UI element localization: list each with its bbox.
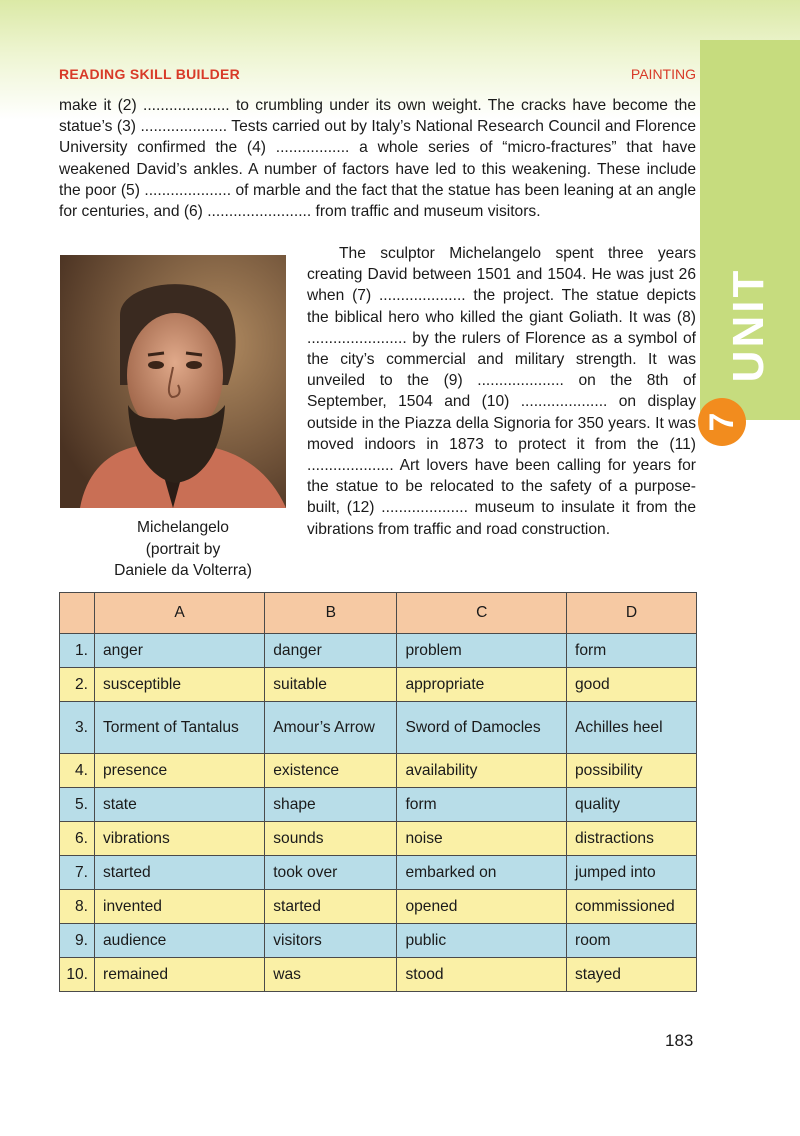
option-d: form (567, 634, 697, 668)
row-number: 2. (60, 668, 95, 702)
option-b: Amour’s Arrow (265, 702, 397, 754)
option-c: public (397, 924, 567, 958)
option-c: noise (397, 822, 567, 856)
option-b: sounds (265, 822, 397, 856)
option-a: started (95, 856, 265, 890)
table-corner (60, 593, 95, 634)
option-a: vibrations (95, 822, 265, 856)
answer-options-table (59, 592, 697, 992)
option-c: form (397, 788, 567, 822)
option-b: existence (265, 754, 397, 788)
row-number: 4. (60, 754, 95, 788)
option-a: presence (95, 754, 265, 788)
table-row (60, 634, 697, 668)
unit-label: UNIT (724, 267, 773, 383)
header-c: C (397, 593, 567, 634)
table-row (60, 702, 697, 754)
header-d: D (567, 593, 697, 634)
option-c: embarked on (397, 856, 567, 890)
caption-line-1: Michelangelo (137, 519, 229, 536)
portrait-image (60, 255, 286, 508)
option-d: stayed (567, 958, 697, 992)
paragraph-2-text: The sculptor Michelangelo spent three years creating David between 1501 and 1504. He was just 26 when (7) .................... the project. The statue depicts the biblical hero who killed the giant Goliath. It was (8) ....................... by the rulers of Florence as a symbol of the city’s commercial and military strength. It was unveiled to the (9) .................... on the 8th of September, 1504 and (10) .................... on display outside in the Piazza della Signoria for 350 years. It was moved indoors in 1873 to protect it from the (11) .................... Art lovers have been calling for years for the statue to be relocated to the safety of a purpose-built, (12) .................... museum to insulate it from the vibrations from traffic and road construction. (307, 245, 696, 538)
option-d: jumped into (567, 856, 697, 890)
option-a: remained (95, 958, 265, 992)
caption-line-3: Daniele da Volterra) (114, 562, 252, 579)
option-d: good (567, 668, 697, 702)
option-b: shape (265, 788, 397, 822)
option-b: visitors (265, 924, 397, 958)
row-number: 5. (60, 788, 95, 822)
portrait-drawing (60, 255, 286, 508)
option-a: anger (95, 634, 265, 668)
option-c: problem (397, 634, 567, 668)
option-c: Sword of Damocles (397, 702, 567, 754)
option-c: stood (397, 958, 567, 992)
option-c: appropriate (397, 668, 567, 702)
row-number: 3. (60, 702, 95, 754)
option-d: Achilles heel (567, 702, 697, 754)
option-b: danger (265, 634, 397, 668)
table-row (60, 668, 697, 702)
option-b: suitable (265, 668, 397, 702)
option-c: opened (397, 890, 567, 924)
option-c: availability (397, 754, 567, 788)
row-number: 6. (60, 822, 95, 856)
option-a: audience (95, 924, 265, 958)
option-b: took over (265, 856, 397, 890)
row-number: 9. (60, 924, 95, 958)
option-a: susceptible (95, 668, 265, 702)
page-number: 183 (665, 1031, 694, 1050)
paragraph-2 (307, 243, 696, 540)
option-d: room (567, 924, 697, 958)
section-title: READING SKILL BUILDER (59, 66, 241, 82)
option-b: was (265, 958, 397, 992)
row-number: 1. (60, 634, 95, 668)
row-number: 10. (60, 958, 95, 992)
option-d: distractions (567, 822, 697, 856)
option-b: started (265, 890, 397, 924)
option-d: quality (567, 788, 697, 822)
topic-title: PAINTING (630, 66, 696, 82)
table-row (60, 890, 697, 924)
option-d: commissioned (567, 890, 697, 924)
row-number: 8. (60, 890, 95, 924)
table-row (60, 754, 697, 788)
table-row (60, 958, 697, 992)
portrait-caption (60, 517, 306, 582)
header-b: B (265, 593, 397, 634)
option-a: Torment of Tantalus (95, 702, 265, 754)
table-row (60, 822, 697, 856)
unit-number: 7 (703, 412, 741, 432)
header-a: A (95, 593, 265, 634)
row-number: 7. (60, 856, 95, 890)
table-row (60, 924, 697, 958)
paragraph-1: make it (2) .................... to crumbling under its own weight. The cracks have become the statue’s (3) .................... Tests carried out by Italy’s National Research Council and Florence University confirmed the (4) ................. a whole series of “micro-fractures” that have weakened David’s ankles. A number of factors have led to this weakening. These include the poor (5) .................... of marble and the fact that the statue has been leaning at an angle for centuries, and (6) ........................ from traffic and museum visitors. (59, 97, 696, 221)
option-a: invented (95, 890, 265, 924)
option-d: possibility (567, 754, 697, 788)
caption-line-2: (portrait by (145, 540, 221, 558)
option-a: state (95, 788, 265, 822)
table-row (60, 856, 697, 890)
table-row (60, 788, 697, 822)
